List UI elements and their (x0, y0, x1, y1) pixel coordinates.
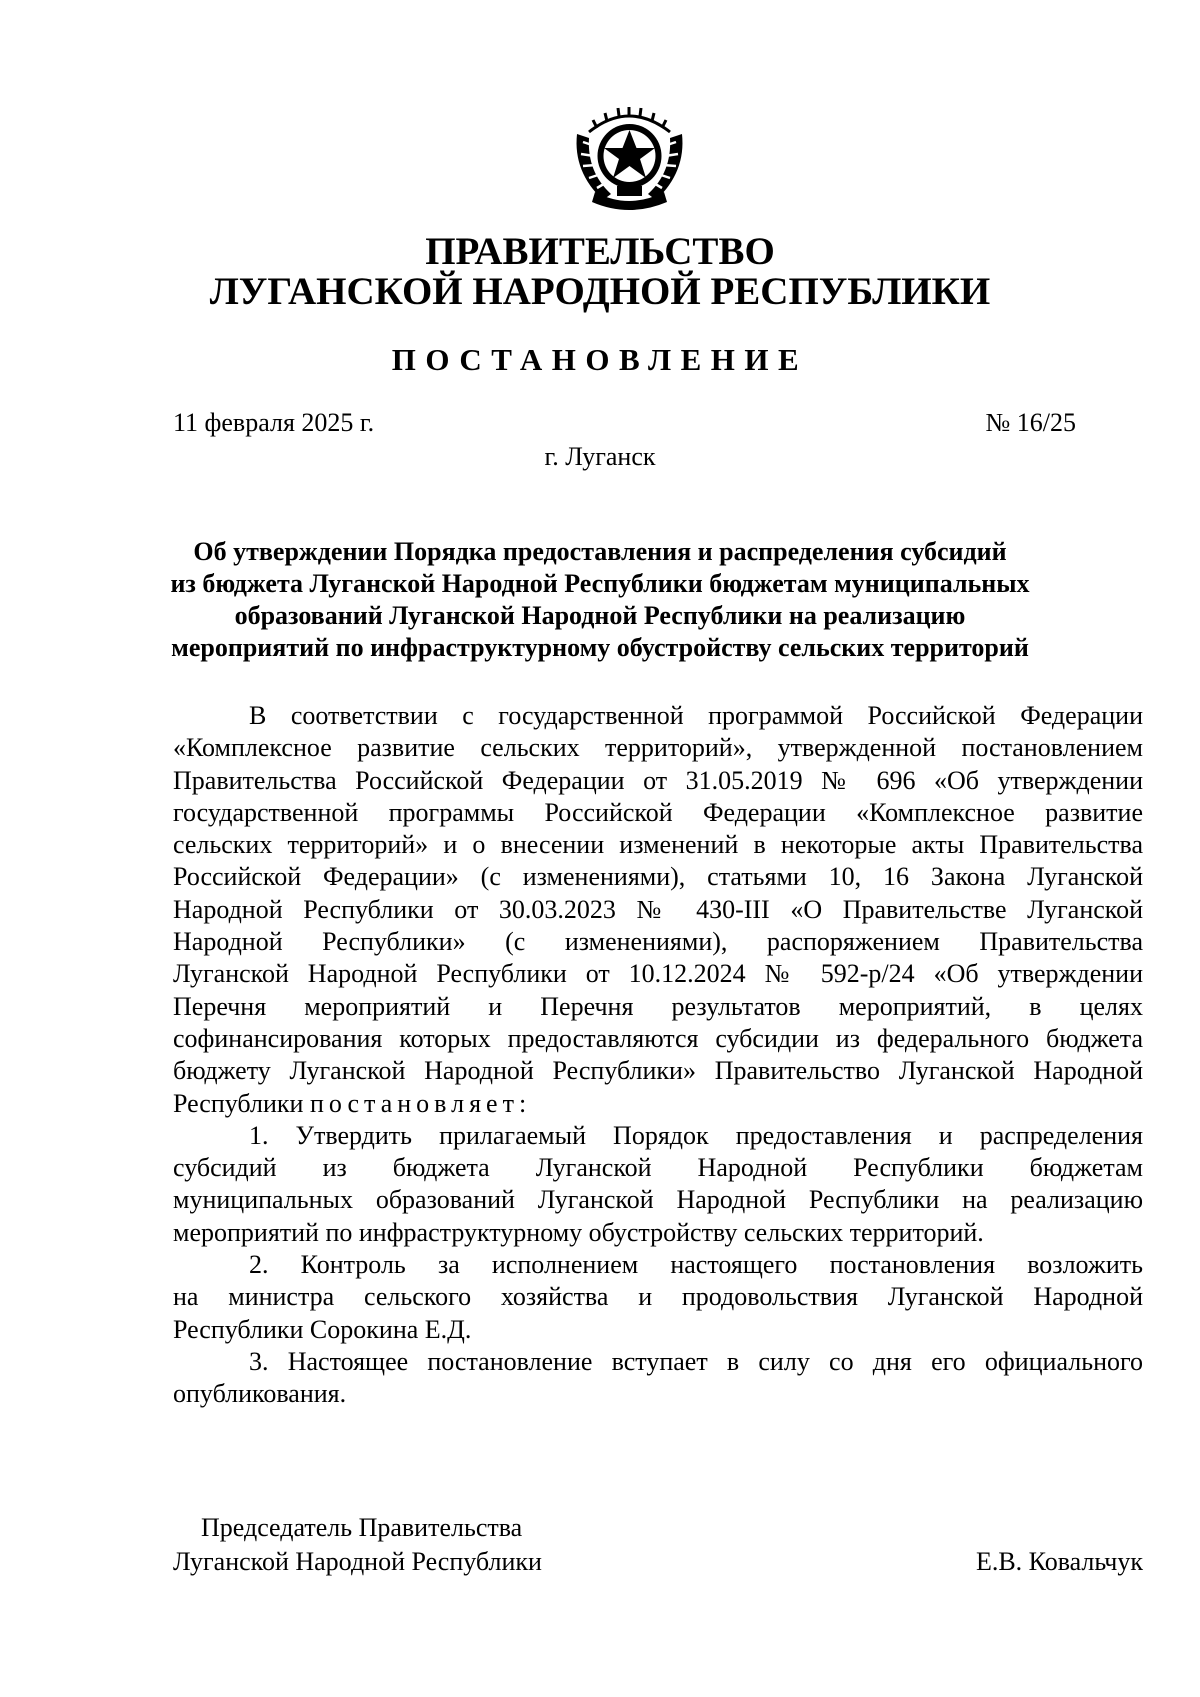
signatory-name: Е.В. Ковальчук (975, 1547, 1143, 1576)
subject-line: Об утверждении Порядка предоставления и распределения субсидий (193, 537, 1007, 566)
item-1-line: субсидий из бюджета Луганской Народной Республики бюджетам (173, 1153, 1143, 1183)
document-number: № 16/25 (985, 408, 1076, 437)
subject-line: образований Луганской Народной Республики на реализацию (234, 601, 966, 630)
signatory-role-line1: Председатель Правительства (201, 1513, 523, 1542)
document-date: 11 февраля 2025 г. (173, 408, 375, 437)
preamble-line: Народной Республики от 30.03.2023 № 430-III «О Правительстве Луганской (173, 894, 1143, 924)
signatory-role-line2: Луганской Народной Республики (173, 1547, 542, 1576)
preamble-line: Перечня мероприятий и Перечня результатов мероприятий, в целях (173, 991, 1143, 1021)
item-1-line: 1. Утвердить прилагаемый Порядок предоставления и распределения (249, 1120, 1143, 1150)
subject-line: из бюджета Луганской Народной Республики бюджетам муниципальных (170, 569, 1030, 598)
preamble-line: Правительства Российской Федерации от 31.05.2019 № 696 «Об утверждении (173, 765, 1143, 795)
item-2-line: на министра сельского хозяйства и продовольствия Луганской Народной (173, 1282, 1143, 1312)
preamble-line: софинансирования которых предоставляются субсидии из федерального бюджета (173, 1023, 1143, 1053)
subject-line: мероприятий по инфраструктурному обустройству сельских территорий (171, 633, 1029, 662)
preamble-last-line (173, 1088, 1143, 1120)
preamble-last-prefix: Республики (173, 1088, 310, 1118)
preamble-line: «Комплексное развитие сельских территорий», утвержденной постановлением (173, 733, 1143, 763)
preamble-line: Российской Федерации» (с изменениями), статьями 10, 16 Закона Луганской (173, 862, 1143, 892)
resolves-word: постановляет: (309, 1088, 532, 1118)
item-3-line: 3. Настоящее постановление вступает в силу со дня его официального (249, 1346, 1143, 1376)
preamble-line: бюджету Луганской Народной Республики» Правительство Луганской Народной (173, 1056, 1143, 1086)
document-subject (120, 536, 1080, 664)
item-3-line: опубликования. (173, 1379, 347, 1409)
preamble-line: государственной программы Российской Федерации «Комплексное развитие (173, 797, 1143, 827)
preamble-line: сельских территорий» и о внесении изменений в некоторые акты Правительства (173, 830, 1143, 860)
organization-name-line1: ПРАВИТЕЛЬСТВО (425, 230, 775, 273)
item-1-line: муниципальных образований Луганской Народной Республики на реализацию (173, 1185, 1143, 1215)
document-city: г. Луганск (544, 442, 656, 471)
document-type-title: ПОСТАНОВЛЕНИЕ (391, 342, 809, 377)
item-1-line: мероприятий по инфраструктурному обустройству сельских территорий. (173, 1217, 984, 1247)
document-body (173, 700, 1143, 1411)
preamble-line: Народной Республики» (с изменениями), распоряжением Правительства (173, 927, 1143, 957)
item-2-line: Республики Сорокина Е.Д. (173, 1314, 472, 1344)
coat-of-arms-icon (567, 102, 692, 212)
preamble-line: В соответствии с государственной программой Российской Федерации (249, 701, 1143, 730)
organization-name-line2: ЛУГАНСКОЙ НАРОДНОЙ РЕСПУБЛИКИ (209, 270, 991, 313)
preamble-line: Луганской Народной Республики от 10.12.2024 № 592-р/24 «Об утверждении (173, 959, 1143, 989)
item-2-line: 2. Контроль за исполнением настоящего постановления возложить (249, 1250, 1143, 1280)
